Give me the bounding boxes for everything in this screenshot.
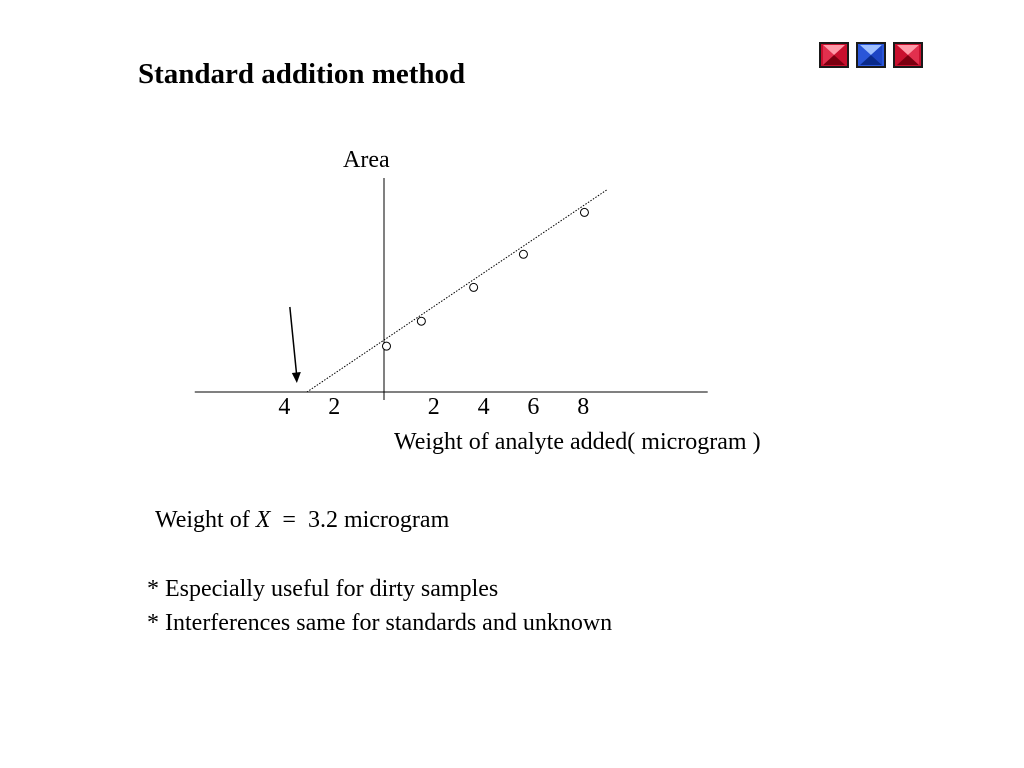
x-tick-label: 2 xyxy=(427,394,440,420)
result-equals: = xyxy=(282,507,296,533)
data-point xyxy=(470,283,478,291)
x-tick-label: 8 xyxy=(577,394,590,420)
bullet-point: * Especially useful for dirty samples xyxy=(147,576,499,602)
x-intercept-arrow xyxy=(290,307,301,383)
extrapolation-line xyxy=(307,190,607,392)
data-point xyxy=(519,250,527,258)
page-title: Standard addition method xyxy=(138,58,466,90)
x-axis-label: Weight of analyte added( microgram ) xyxy=(394,429,761,455)
result-prefix: Weight of xyxy=(155,507,256,533)
data-point xyxy=(382,342,390,350)
data-point xyxy=(417,317,425,325)
bullet-point: * Interferences same for standards and unknown xyxy=(147,610,613,636)
x-tick-label: 6 xyxy=(527,394,540,420)
x-tick-label: 4 xyxy=(278,394,291,420)
data-point xyxy=(580,208,588,216)
x-tick-label: 2 xyxy=(328,394,341,420)
result-statement xyxy=(155,507,449,534)
x-tick-label: 4 xyxy=(477,394,490,420)
y-axis-label: Area xyxy=(343,147,390,173)
result-variable: X xyxy=(255,507,271,533)
result-value: 3.2 microgram xyxy=(307,507,450,533)
